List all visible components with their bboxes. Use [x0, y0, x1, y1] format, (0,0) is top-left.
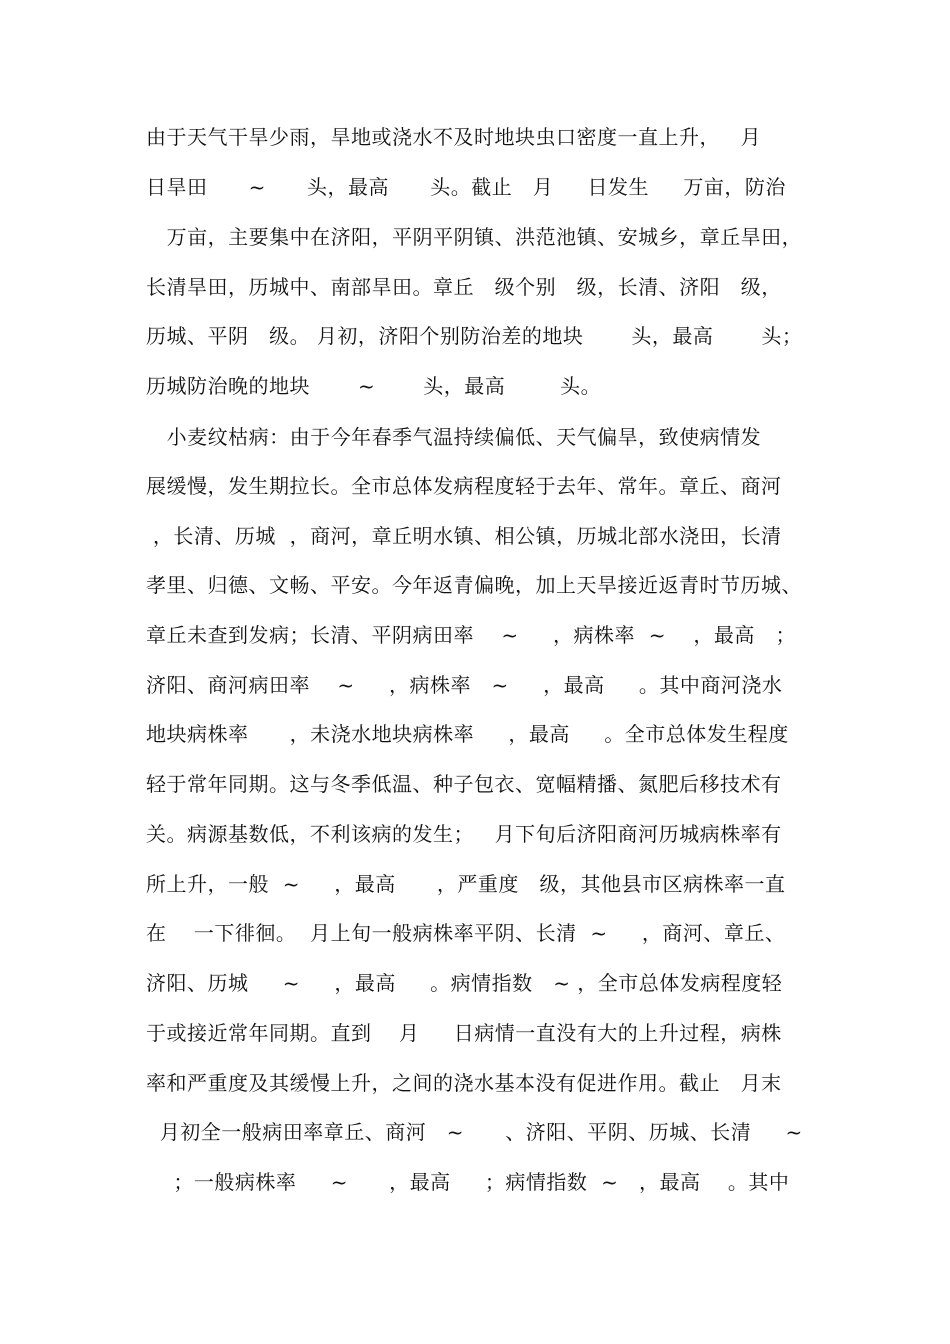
text-line: 章丘未查到发病；长清、平阴病田率 ~ ，病株率 ~ ，最高 ； [146, 623, 796, 647]
text-line: 孝里、归德、文畅、平安。今年返青偏晚，加上天旱接近返青时节历城、 [146, 573, 802, 597]
text-line: 展缓慢，发生期拉长。全市总体发病程度轻于去年、常年。章丘、商河 [146, 474, 782, 498]
text-line: 地块病株率 ，未浇水地块病株率 ，最高 。全市总体发生程度 [146, 722, 789, 746]
text-line: 率和严重度及其缓慢上升，之间的浇水基本没有促进作用。截止 月末 [146, 1071, 782, 1095]
text-line: 济阳、商河病田率 ~ ，病株率 ~ ，最高 。其中商河浇水 [146, 673, 783, 697]
text-line: 历城、平阴 级。 月初，济阳个别防治差的地块 头，最高 头； [146, 324, 803, 348]
text-line: 轻于常年同期。这与冬季低温、种子包衣、宽幅精播、氮肥后移技术有 [146, 772, 782, 796]
text-line: 月初全一般病田率章丘、商河 ~ 、济阳、平阴、历城、长清 ~ [146, 1120, 803, 1144]
text-line: ，长清、历城 ，商河，章丘明水镇、相公镇，历城北部水浇田，长清 [146, 524, 782, 548]
text-line: 关。病源基数低，不利该病的发生； 月下旬后济阳商河历城病株率有 [146, 822, 782, 846]
text-line: 在 一下徘徊。 月上旬一般病株率平阴、长清 ~ ，商河、章丘、 [146, 921, 786, 945]
text-line: 于或接近常年同期。直到 月 日病情一直没有大的上升过程，病株 [146, 1021, 782, 1045]
text-line: 所上升，一般 ~ ，最高 ，严重度 级，其他县市区病株率一直 [146, 872, 786, 896]
text-line: 日旱田 ~ 头，最高 头。截止 月 日发生 万亩，防治 [146, 175, 786, 199]
text-line: 小麦纹枯病：由于今年春季气温持续偏低、天气偏旱，致使病情发 [146, 425, 762, 449]
text-line: 长清旱田，历城中、南部旱田。章丘 级个别 级，长清、济阳 级， [146, 275, 782, 299]
text-line: ；一般病株率 ~ ，最高 ；病情指数 ~ ，最高 。其中 [146, 1170, 790, 1194]
text-line: 由于天气干旱少雨，旱地或浇水不及时地块虫口密度一直上升， 月 [146, 125, 762, 149]
text-line: 历城防治晚的地块 ~ 头，最高 头。 [146, 374, 602, 398]
text-line: 万亩，主要集中在济阳，平阴平阴镇、洪范池镇、安城乡，章丘旱田， [146, 225, 803, 249]
text-line: 济阳、历城 ~ ，最高 。病情指数 ~ ，全市总体发病程度轻 [146, 971, 783, 995]
